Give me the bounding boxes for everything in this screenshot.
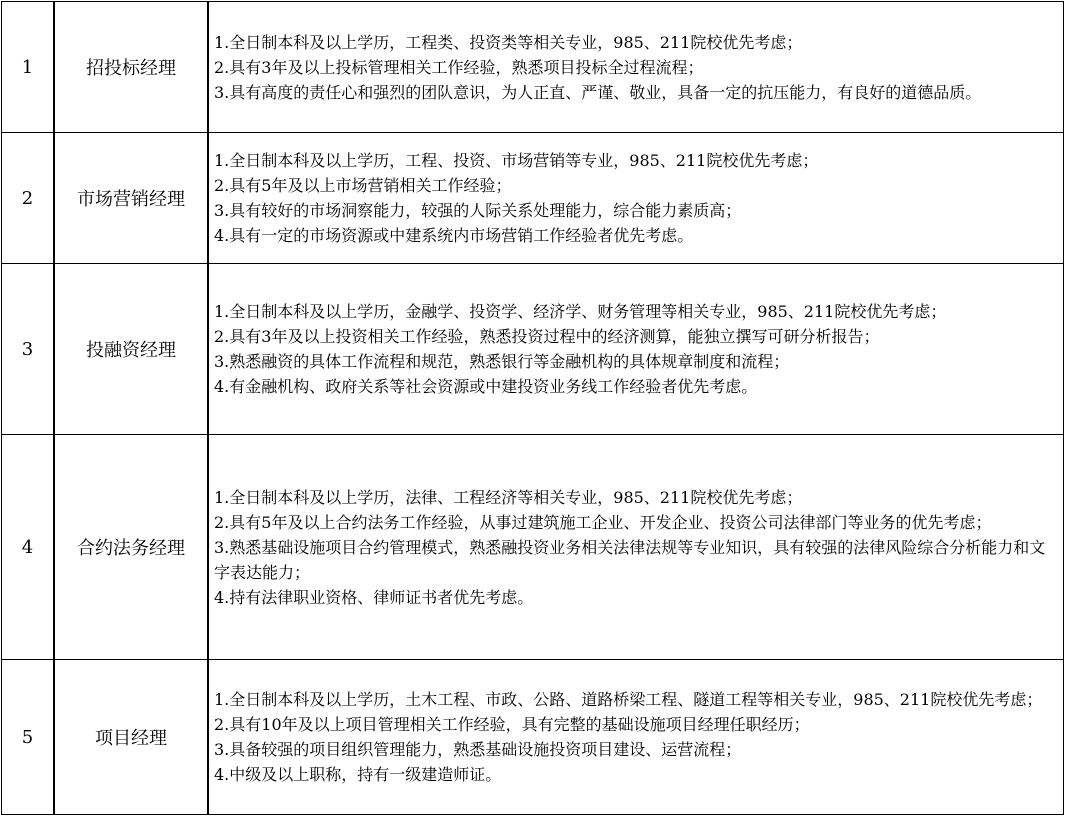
requirement-item: 2.具有10年及以上项目管理相关工作经验，具有完整的基础设施项目经理任职经历；: [214, 715, 810, 734]
requirement-item: 4.持有法律职业资格、律师证书者优先考虑。: [214, 587, 534, 607]
requirement-item: 2.具有3年及以上投资相关工作经验，熟悉投资过程中的经济测算，能独立撰写可研分析报告；: [214, 327, 880, 346]
requirement-item: 2.具有3年及以上投标管理相关工作经验，熟悉项目投标全过程流程；: [214, 57, 704, 77]
position-title: 项目经理: [54, 660, 208, 815]
table-row: [2, 435, 1064, 660]
row-number: 1: [2, 2, 55, 133]
requirement-item: 4.具有一定的市场资源或中建系统内市场营销工作经验者优先考虑。: [214, 226, 694, 245]
row-number: 4: [2, 435, 55, 660]
requirement-item: 3.具有高度的责任心和强烈的团队意识，为人正直、严谨、敬业，具备一定的抗压能力，有良好的道德品质。: [214, 82, 982, 102]
requirement-item: 1.全日制本科及以上学历，工程类、投资类等相关专业，985、211院校优先考虑；: [214, 32, 803, 52]
requirement-item: 4.有金融机构、政府关系等社会资源或中建投资业务线工作经验者优先考虑。: [214, 377, 758, 396]
requirement-item: 3.具有较好的市场洞察能力，较强的人际关系处理能力，综合能力素质高；: [214, 201, 742, 220]
requirements-cell: [208, 2, 1064, 133]
requirement-item: 3.熟悉融资的具体工作流程和规范，熟悉银行等金融机构的具体规章制度和流程；: [214, 352, 790, 371]
requirements-cell: [208, 660, 1064, 815]
requirement-item: 1.全日制本科及以上学历，土木工程、市政、公路、道路桥梁工程、隧道工程等相关专业，985、211院校优先考虑；: [214, 690, 1043, 709]
position-title: 招投标经理: [54, 2, 208, 133]
requirement-item: 4.中级及以上职称，持有一级建造师证。: [214, 765, 502, 784]
table-row: [2, 2, 1064, 133]
row-number: 3: [2, 264, 55, 435]
position-title: 投融资经理: [54, 264, 208, 435]
requirement-item: 1.全日制本科及以上学历，金融学、投资学、经济学、财务管理等相关专业，985、211院校优先考虑；: [214, 302, 947, 321]
row-number: 2: [2, 133, 55, 264]
requirements-cell: [208, 435, 1064, 660]
position-title: 合约法务经理: [54, 435, 208, 660]
row-number: 5: [2, 660, 55, 815]
requirements-cell: [208, 133, 1064, 264]
requirement-item: 3.熟悉基础设施项目合约管理模式，熟悉融投资业务相关法律法规等专业知识，具有较强的法律风险综合分析能力和文字表达能力；: [214, 537, 1046, 582]
job-requirements-table: [1, 1, 1064, 815]
requirement-item: 3.具备较强的项目组织管理能力，熟悉基础设施投资项目建设、运营流程；: [214, 740, 742, 759]
requirement-item: 1.全日制本科及以上学历，工程、投资、市场营销等专业，985、211院校优先考虑；: [214, 151, 819, 170]
requirement-item: 2.具有5年及以上合约法务工作经验，从事过建筑施工企业、开发企业、投资公司法律部门等业务的优先考虑；: [214, 512, 992, 532]
position-title: 市场营销经理: [54, 133, 208, 264]
requirement-item: 2.具有5年及以上市场营销相关工作经验；: [214, 176, 512, 195]
requirement-item: 1.全日制本科及以上学历，法律、工程经济等相关专业，985、211院校优先考虑；: [214, 487, 803, 507]
requirements-cell: [208, 264, 1064, 435]
table-row: [2, 264, 1064, 435]
table-row: [2, 133, 1064, 264]
table-row: [2, 660, 1064, 815]
